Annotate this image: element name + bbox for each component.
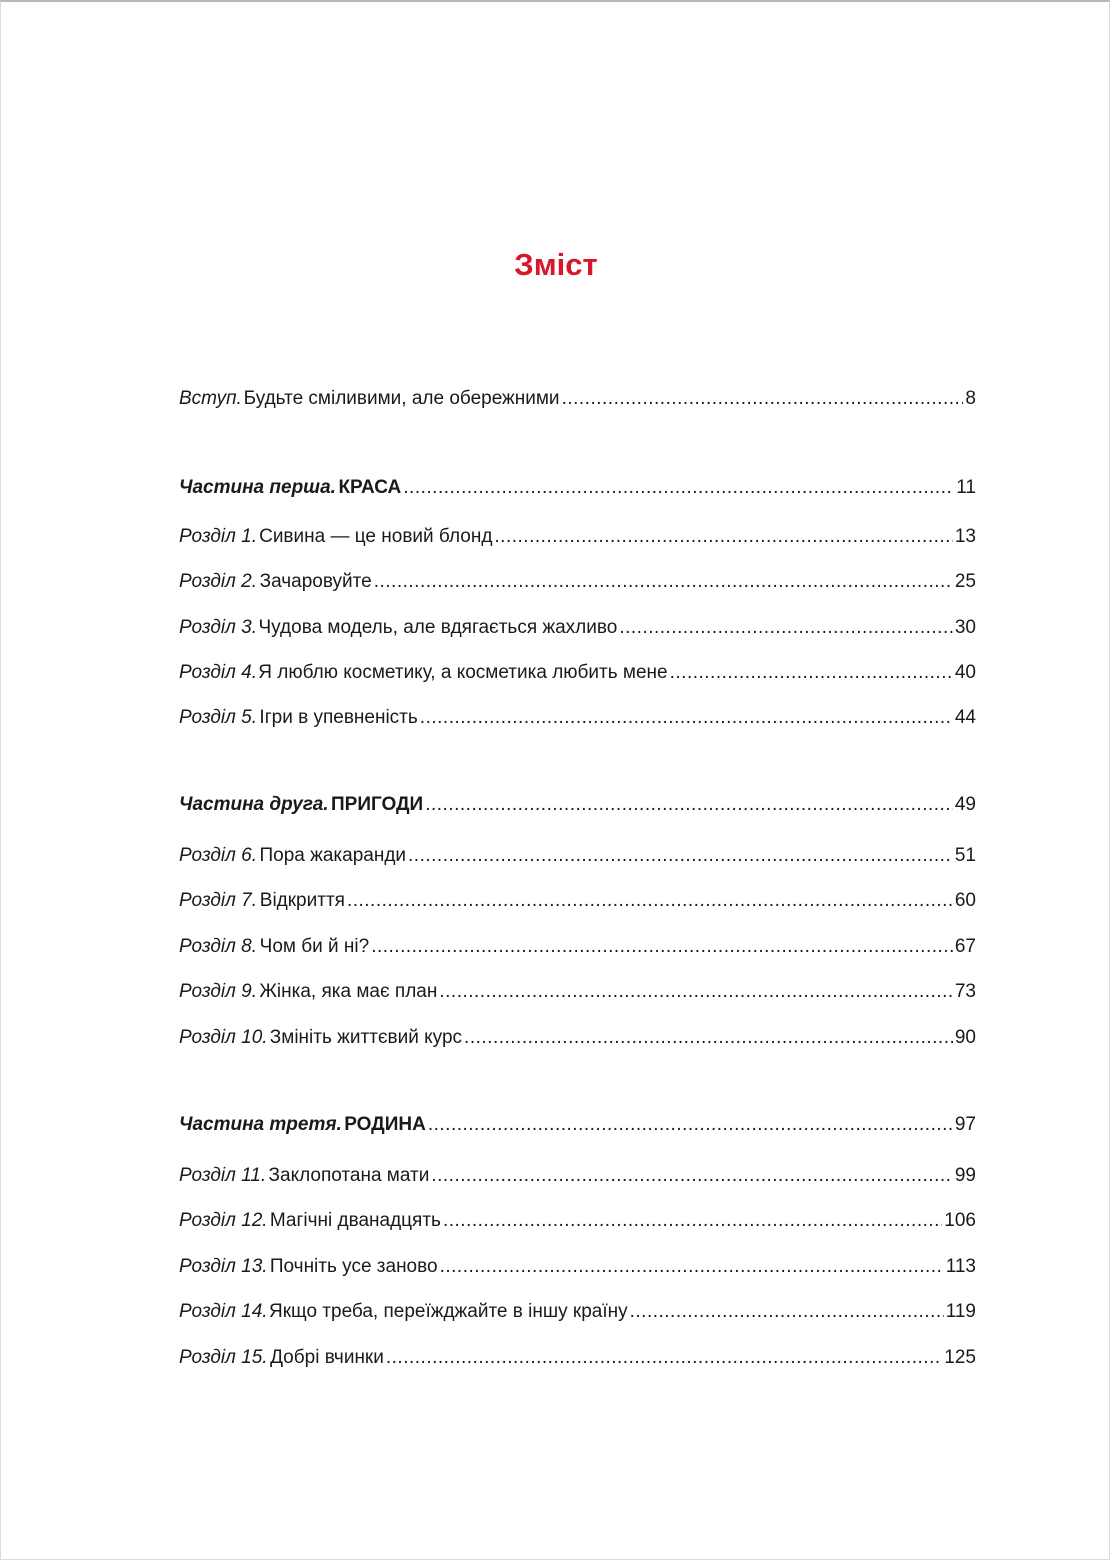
dot-leader (428, 1110, 953, 1140)
toc-entry-chapter-8[interactable] (179, 932, 976, 962)
page-number: 49 (954, 794, 976, 815)
entry-label: Розділ 1. (179, 526, 257, 547)
entry-title: Пора жакаранди (259, 845, 407, 866)
entry-label: Частина перша. (179, 477, 336, 498)
dot-leader (464, 1023, 953, 1053)
entry-title: РОДИНА (344, 1114, 426, 1135)
dot-leader (403, 473, 954, 503)
entry-label: Розділ 12. (179, 1210, 268, 1231)
page-number: 40 (954, 662, 976, 683)
toc-entry-chapter-7[interactable] (179, 886, 976, 916)
entry-label: Розділ 3. (179, 617, 257, 638)
page-number: 44 (954, 707, 976, 728)
toc-entry-chapter-1[interactable] (179, 522, 976, 552)
toc-entry-chapter-14[interactable] (179, 1297, 976, 1327)
entry-title: Будьте сміливими, але обережними (243, 388, 560, 409)
entry-title: Добрі вчинки (270, 1347, 384, 1368)
toc-entry-chapter-11[interactable] (179, 1161, 976, 1191)
page-number: 13 (954, 526, 976, 547)
entry-label: Розділ 14. (179, 1301, 268, 1322)
page-number: 125 (944, 1347, 976, 1368)
entry-title: Я люблю косметику, а косметика любить мене (258, 662, 668, 683)
entry-label: Розділ 9. (179, 981, 257, 1002)
page-number: 119 (945, 1301, 976, 1322)
toc-entry-chapter-13[interactable] (179, 1252, 976, 1282)
entry-title: Чом би й ні? (259, 936, 370, 957)
dot-leader (374, 567, 953, 597)
entry-title: Якщо треба, переїжджайте в іншу країну (269, 1301, 628, 1322)
entry-title: Змініть життєвий курс (269, 1027, 463, 1048)
page-number: 11 (956, 477, 976, 498)
page-number: 113 (945, 1256, 976, 1277)
page-number: 99 (954, 1165, 976, 1186)
toc-entry-chapter-10[interactable] (179, 1023, 976, 1053)
entry-title: Жінка, яка має план (259, 981, 438, 1002)
dot-leader (425, 790, 953, 820)
dot-leader (562, 384, 964, 414)
entry-label: Розділ 7. (179, 890, 257, 911)
page-title: Зміст (514, 247, 598, 282)
entry-label: Частина друга. (179, 794, 329, 815)
page-number: 67 (954, 936, 976, 957)
toc-entry-part-2[interactable] (179, 790, 976, 820)
entry-label: Розділ 11. (179, 1165, 267, 1186)
entry-title: Ігри в упевненість (259, 707, 418, 728)
page-number: 60 (954, 890, 976, 911)
toc-entry-chapter-2[interactable] (179, 567, 976, 597)
dot-leader (386, 1343, 942, 1373)
dot-leader (439, 977, 953, 1007)
toc-entry-chapter-6[interactable] (179, 841, 976, 871)
toc-entry-part-3[interactable] (179, 1110, 976, 1140)
toc-entry-part-1[interactable] (179, 473, 976, 503)
entry-label: Вступ. (179, 388, 242, 409)
page-number: 30 (954, 617, 976, 638)
dot-leader (408, 841, 953, 871)
entry-label: Розділ 2. (179, 571, 257, 592)
dot-leader (619, 613, 953, 643)
dot-leader (630, 1297, 944, 1327)
page-number: 73 (954, 981, 976, 1002)
page-number: 90 (954, 1027, 976, 1048)
page-number: 97 (954, 1114, 976, 1135)
dot-leader (347, 886, 953, 916)
toc-entry-chapter-15[interactable] (179, 1343, 976, 1373)
entry-title: КРАСА (338, 477, 402, 498)
entry-label: Розділ 8. (179, 936, 257, 957)
dot-leader (494, 522, 952, 552)
dot-leader (443, 1206, 942, 1236)
entry-label: Розділ 15. (179, 1347, 268, 1368)
entry-label: Розділ 5. (179, 707, 257, 728)
dot-leader (420, 703, 953, 733)
toc-entry-chapter-12[interactable] (179, 1206, 976, 1236)
entry-label: Розділ 4. (179, 662, 257, 683)
entry-title: Відкриття (259, 890, 345, 911)
entry-title: Заклопотана мати (268, 1165, 430, 1186)
toc-entry-chapter-4[interactable] (179, 658, 976, 688)
dot-leader (440, 1252, 944, 1282)
entry-label: Розділ 13. (179, 1256, 268, 1277)
entry-title: Чудова модель, але вдягається жахливо (258, 617, 618, 638)
toc-entry-chapter-5[interactable] (179, 703, 976, 733)
entry-label: Частина третя. (179, 1114, 342, 1135)
page-number: 106 (944, 1210, 976, 1231)
entry-label: Розділ 6. (179, 845, 257, 866)
toc-entry-chapter-9[interactable] (179, 977, 976, 1007)
entry-title: Зачаровуйте (259, 571, 372, 592)
entry-label: Розділ 10. (179, 1027, 268, 1048)
dot-leader (670, 658, 953, 688)
page-number: 51 (954, 845, 976, 866)
page-number: 8 (965, 388, 976, 409)
page-number: 25 (954, 571, 976, 592)
toc-entry-chapter-3[interactable] (179, 613, 976, 643)
dot-leader (371, 932, 953, 962)
dot-leader (431, 1161, 953, 1191)
entry-title: Почніть усе заново (269, 1256, 438, 1277)
entry-title: ПРИГОДИ (330, 794, 424, 815)
entry-title: Сивина — це новий блонд (259, 526, 493, 547)
toc-entry-intro[interactable] (179, 384, 976, 414)
entry-title: Магічні дванадцять (269, 1210, 441, 1231)
